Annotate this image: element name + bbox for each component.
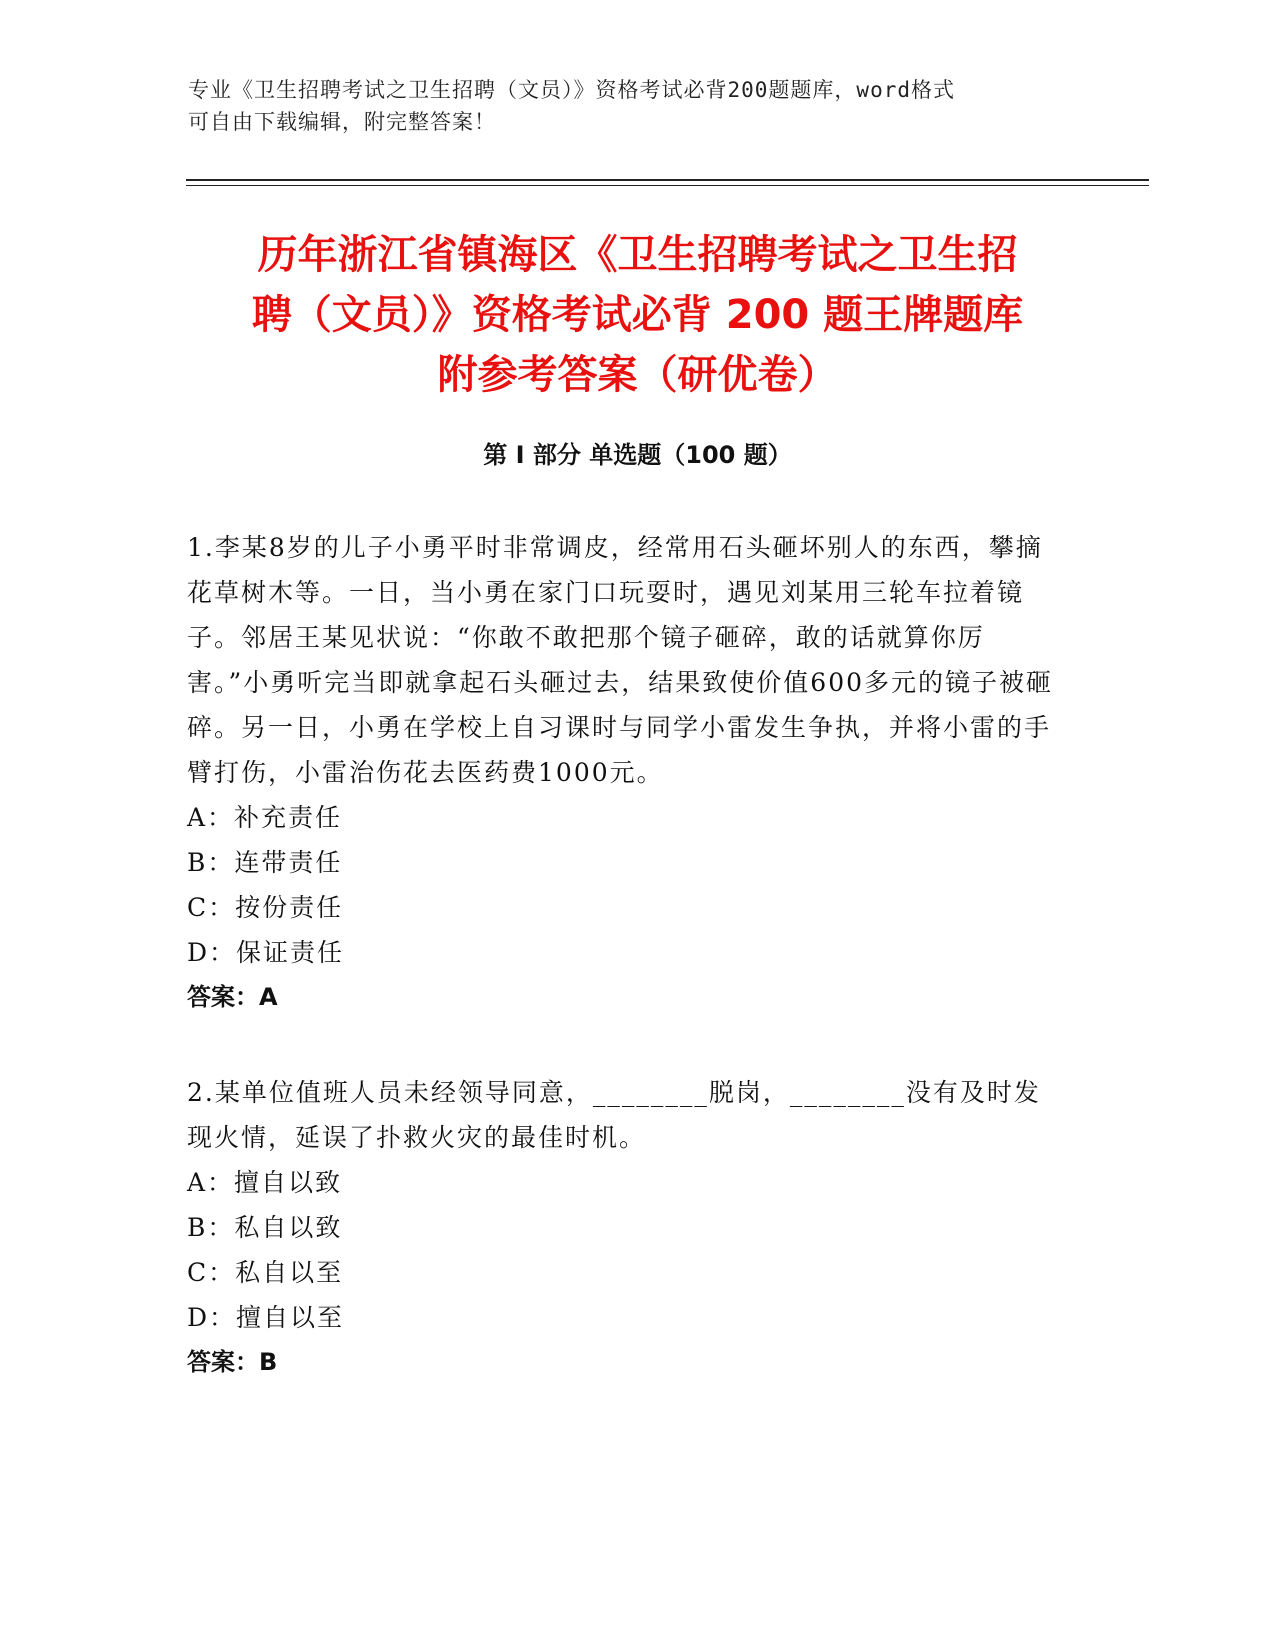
option-b: B：连带责任 (187, 848, 343, 877)
header-note (188, 74, 1068, 138)
option-d: D：擅自以至 (187, 1303, 345, 1332)
section-heading: 第 I 部分 单选题（100 题） (483, 441, 792, 469)
answer-line: 答案：A (187, 983, 278, 1011)
header-note-line-1: 专业《卫生招聘考试之卫生招聘（文员）》资格考试必背200题题库，word格式 (188, 78, 955, 102)
header-divider-thick (186, 179, 1149, 181)
option-c: C：私自以至 (187, 1258, 344, 1287)
option-b: B：私自以致 (187, 1213, 343, 1242)
header-divider-thin (186, 185, 1149, 186)
question-2 (187, 1070, 1057, 1385)
option-a: A：擅自以致 (187, 1168, 343, 1197)
question-1 (187, 525, 1057, 1020)
answer-line: 答案：B (187, 1348, 278, 1376)
option-c: C：按份责任 (187, 893, 344, 922)
question-stem: 2.某单位值班人员未经领导同意，________脱岗，________没有及时发现火情，延误了扑救火灾的最佳时机。 (187, 1078, 1041, 1152)
document-title-line-1: 历年浙江省镇海区《卫生招聘考试之卫生招 (257, 232, 1018, 278)
document-title-line-3: 附参考答案（研优卷） (437, 352, 838, 398)
document-title-line-2: 聘（文员）》资格考试必背 200 题王牌题库 (251, 292, 1024, 338)
document-title (180, 225, 1095, 405)
question-stem: 1.李某8岁的儿子小勇平时非常调皮，经常用石头砸坏别人的东西，攀摘花草树木等。一日，当小勇在家门口玩耍时，遇见刘某用三轮车拉着镜子。邻居王某见状说：“你敢不敢把那个镜子砸碎，敢的话就算你厉害。”小勇听完当即就拿起石头砸过去，结果致使价值600多元的镜子被砸碎。另一日，小勇在学校上自习课时与同学小雷发生争执，并将小雷的手臂打伤，小雷治伤花去医药费1000元。 (187, 533, 1054, 787)
header-note-line-2: 可自由下载编辑，附完整答案！ (188, 110, 496, 134)
option-a: A：补充责任 (187, 803, 343, 832)
option-d: D：保证责任 (187, 938, 345, 967)
